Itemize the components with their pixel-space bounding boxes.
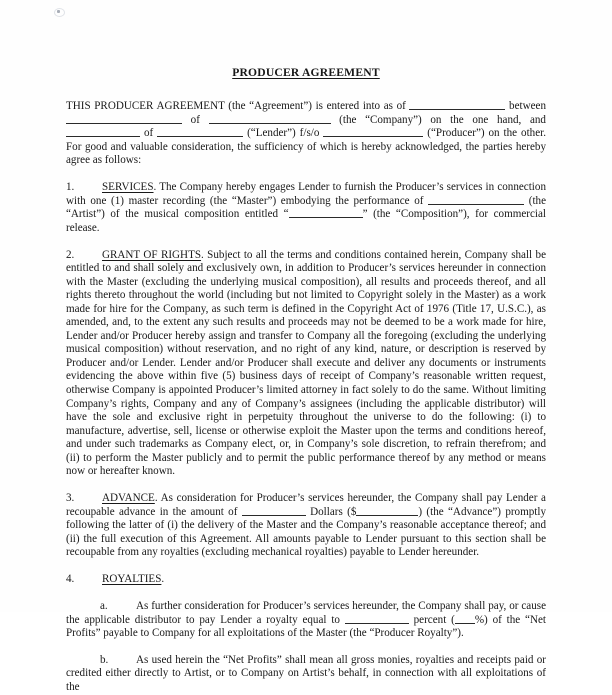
section-4-royalties — [66, 573, 546, 587]
subsection-a-letter: a. — [100, 599, 108, 612]
subsection-b-text-1: As used herein the “Net Profits” shall mean all gross monies, royalties and receipts paid or credited either directly to Artist, or to Company on Artist’s behalf, in connection with all exploitations of the — [66, 653, 546, 694]
section-3-advance — [66, 492, 546, 560]
section-3-heading: ADVANCE — [102, 492, 155, 505]
blank-royalty-percent-number[interactable] — [455, 614, 475, 624]
blank-royalty-percent-words[interactable] — [345, 614, 409, 624]
section-2-body: . Subject to all the terms and conditions contained herein, Company shall be entitled to and shall solely and exclusively own, in addition to Producer’s services hereunder in connection with the Master (excluding the underlying musical composition), all results and proceeds thereof, and all rights thereto throughout the world (including but not limited to Copyright solely in the Master) as a work made for hire for the Company, as such term is defined in the Copyright Act of 1976 (Title 17, U.S.C.), as amended, and, to the extent any such results and proceeds may not be deemed to be a work made for hire, Lender and/or Producer hereby assign and transfer to Company all the foregoing (excluding the underlying musical composition) without reservation, and no right of any kind, nature, or description is reserved by Producer and/or Lender. Lender and/or Producer shall execute and deliver any documents or instruments evidencing the above within five (5) business days of receipt of Company’s reasonable written request, otherwise Company is appointed Producer’s limited attorney in fact solely to do the same. Without limiting Company’s rights, Company and any of Company’s assignees (including the applicable distributor) will have the sole and exclusive right in perpetuity throughout the universe to do the following: (i) to manufacture, advertise, sell, license or otherwise exploit the Master upon the terms and conditions hereof, and under such trademarks as Company elect, or, in Company’s sole discretion, to refrain therefrom; and (ii) to perform the Master publicly and to permit the public performance thereof by any method or means now or hereafter known. — [66, 248, 546, 478]
blank-advance-amount[interactable] — [356, 506, 418, 516]
blank-company-name-1[interactable] — [66, 114, 182, 124]
blank-composition-title[interactable] — [289, 208, 363, 218]
section-1-text-2: (the “Artist”) of the musical composition entitled “ — [66, 194, 546, 221]
subsection-a-text-1: As further consideration for Producer’s services hereunder, the Company shall pay, or cause the applicable distributor to pay Lender a royalty equal to — [66, 599, 546, 626]
preamble-text-7: (“Producer”) on the other. For good and valuable consideration, the sufficiency of which is hereby acknowledged, the parties hereby agree as follows: — [66, 127, 546, 167]
blank-company-tail[interactable] — [66, 127, 140, 137]
section-2-heading: GRANT OF RIGHTS — [102, 248, 202, 261]
section-1-number: 1. — [66, 181, 75, 194]
section-3-text-3: ) (the “Advance”) promptly following the latter of (i) the delivery of the Master and the Company’s reasonable acceptance thereof; and (ii) the full execution of this Agreement. All amounts payable to Lender pursuant to this section shall be recoupable from any royalties (excluding mechanical royalties) payable to Lender hereunder. — [66, 505, 546, 559]
preamble-text-6: (“Lender”) f/s/o — [243, 127, 324, 140]
subsection-b — [66, 654, 546, 695]
section-4-trailer: . — [161, 573, 165, 586]
blank-company-name-2[interactable] — [209, 114, 331, 124]
blank-lender-name[interactable] — [157, 127, 243, 137]
subsection-a — [66, 600, 546, 641]
section-4-number: 4. — [66, 573, 75, 586]
section-3-number: 3. — [66, 492, 75, 505]
subsection-b-letter: b. — [100, 653, 109, 666]
section-4-heading: ROYALTIES — [102, 573, 162, 586]
section-3-text-2: Dollars ($ — [305, 505, 357, 518]
preamble-text-5: of — [143, 127, 158, 140]
preamble-text-4: (the “Company”) on the one hand, and — [330, 113, 546, 126]
document-body — [66, 0, 546, 695]
subsection-a-text-3: %) of the “Net Profits” payable to Company for all exploitations of the Master (the “Producer Royalty”). — [66, 613, 546, 640]
preamble-text-2: between — [505, 100, 546, 112]
preamble-paragraph — [66, 100, 546, 168]
section-1-text-3: ” (the “Composition”), for commercial release. — [66, 208, 546, 234]
page-title: PRODUCER AGREEMENT — [232, 66, 380, 79]
blank-artist-name[interactable] — [428, 195, 524, 205]
blank-effective-date[interactable] — [409, 100, 505, 110]
blank-advance-words[interactable] — [242, 506, 306, 516]
subsection-a-text-2: percent ( — [408, 613, 455, 626]
blank-producer-name[interactable] — [323, 127, 423, 137]
section-3-text-1: . As consideration for Producer’s services hereunder, the Company shall pay Lender a recoupable advance in the amount of — [66, 492, 546, 518]
section-1-services — [66, 181, 546, 235]
scan-speck-artifact — [57, 10, 60, 13]
section-1-text-1: . The Company hereby engages Lender to furnish the Producer’s services in connection with one (1) master recording (the “Master”) embodying the performance of — [66, 181, 546, 207]
section-2-grant-of-rights — [66, 249, 546, 479]
preamble-text-3: of — [182, 113, 209, 126]
section-2-number: 2. — [66, 248, 75, 261]
section-1-heading: SERVICES — [102, 181, 154, 194]
preamble-text-1: THIS PRODUCER AGREEMENT (the “Agreement”) is entered into as of — [66, 100, 410, 112]
